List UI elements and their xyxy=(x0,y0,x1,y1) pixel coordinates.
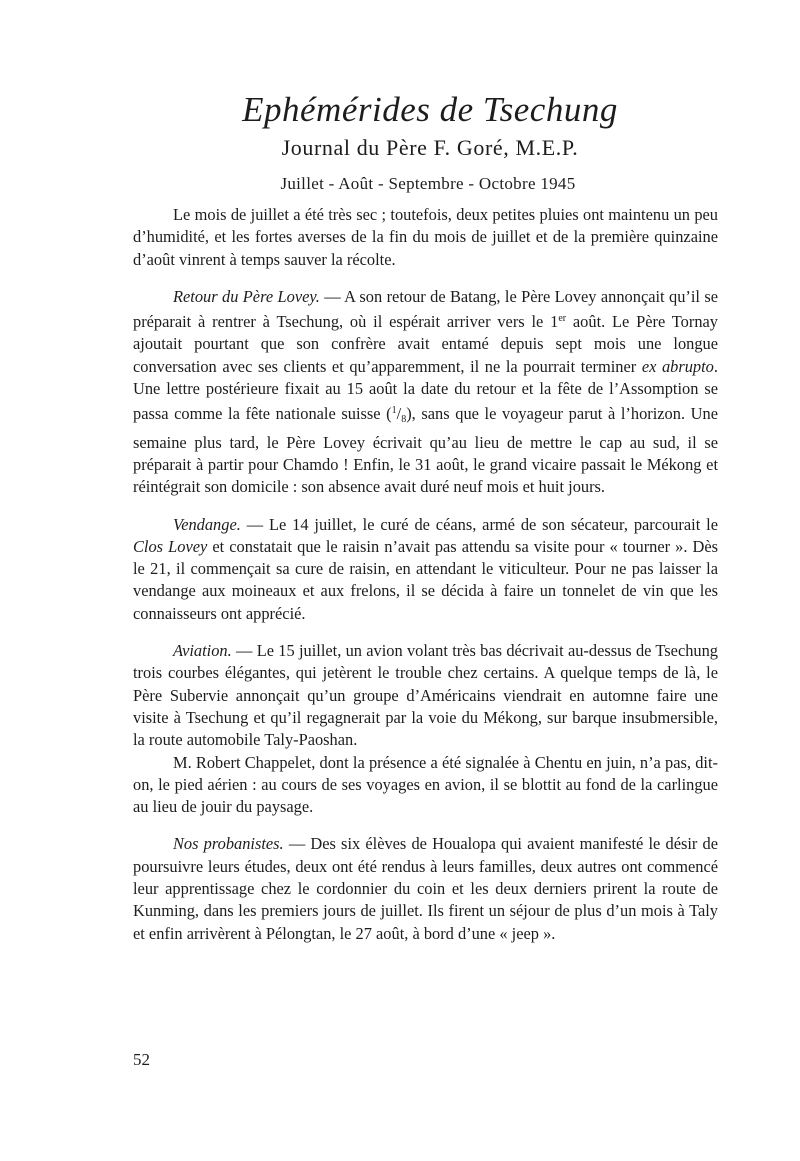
paragraph-vendange: Vendange. — Le 14 juillet, le curé de céans, armé de son sécateur, parcourait le Clos Lovey et constatait que le raisin n’avait pas attendu sa visite pour « tourner ». Dès le 21, il commençait sa cure de raisin, en attendant le viticulteur. Pour ne pas laisser la vendange aux moineaux et aux frelons, il se décida à faire un tonnelet de vin que les connaisseurs ont apprécié. xyxy=(133,514,718,623)
section-heading-retour: Retour du Père Lovey. xyxy=(173,286,320,306)
page-subtitle: Journal du Père F. Goré, M.E.P. xyxy=(281,135,579,160)
page-title: Ephémérides de Tsechung xyxy=(242,90,618,129)
paragraph-intro: Le mois de juillet a été très sec ; toutefois, deux petites pluies ont maintenu un peu d’humidité, et les fortes averses de la fin du mois de juillet et de la première quinzaine d’août vinrent à temps sauver la récolte. xyxy=(133,205,718,269)
paragraph-chappelet: M. Robert Chappelet, dont la présence a été signalée à Chentu en juin, n’a pas, dit-on, le pied aérien : au cours de ses voyages en avion, il se blottit au fond de la carlingue au lieu de jouir du paysage. xyxy=(133,752,718,817)
section-heading-vendange: Vendange. xyxy=(173,514,241,534)
paragraph-probanistes: Nos probanistes. — Des six élèves de Houalopa qui avaient manifesté le désir de poursuivre leurs études, deux ont été rendus à leurs familles, deux autres ont commencé leur apprentissage chez le cordonnier du coin et les deux derniers prirent la route de Kunming, dans les premiers jours de juillet. Ils firent un séjour de plus d’un mois à Taly et enfin arrivèrent à Pélongtan, le 27 août, à bord d’une « jeep ». xyxy=(133,834,719,943)
section-heading-aviation: Aviation. xyxy=(173,641,232,661)
article-body xyxy=(133,204,718,960)
paragraph-retour: Retour du Père Lovey. — A son retour de Batang, le Père Lovey annonçait qu’il se préparait à rentrer à Tsechung, où il espérait arriver vers le 1er août. Le Père Tornay ajoutait pourtant que son confrère avait entamé depuis sept mois une longue conversation avec ses clients et qu’apparemment, il ne la pourrait terminer ex abrupto. Une lettre postérieure fixait au 15 août la date du retour et la fête de l’Assomption se passa comme la fête nationale suisse $(^1/_8)$, sans que le voyageur parut à l’horizon. Une semaine plus tard, le Père Lovey écrivait qu’au lieu de mettre le cap au sud, il se préparait à partir pour Chamdo ! Enfin, le 31 août, le grand vicaire passait le Mékong et réintégrait son domicile : son absence avait duré neuf mois et huit jours. xyxy=(133,286,718,497)
date-range: Juillet - Août - Septembre - Octobre 1945 xyxy=(280,174,576,193)
paragraph-aviation: Aviation. — Le 15 juillet, un avion volant très bas décrivait au-dessus de Tsechung trois courbes élégantes, qui jetèrent le trouble chez certains. A quelque temps de là, le Père Subervie annonçait qu’un groupe d’Américains viendrait en automne faire une visite à Tsechung et qu’il regagnerait par la voie du Mékong, sur barque insubmersible, la route automobile Taly-Paoshan. xyxy=(133,641,718,750)
section-heading-probanistes: Nos probanistes. xyxy=(173,834,284,854)
page-number: 52 xyxy=(133,1050,150,1069)
